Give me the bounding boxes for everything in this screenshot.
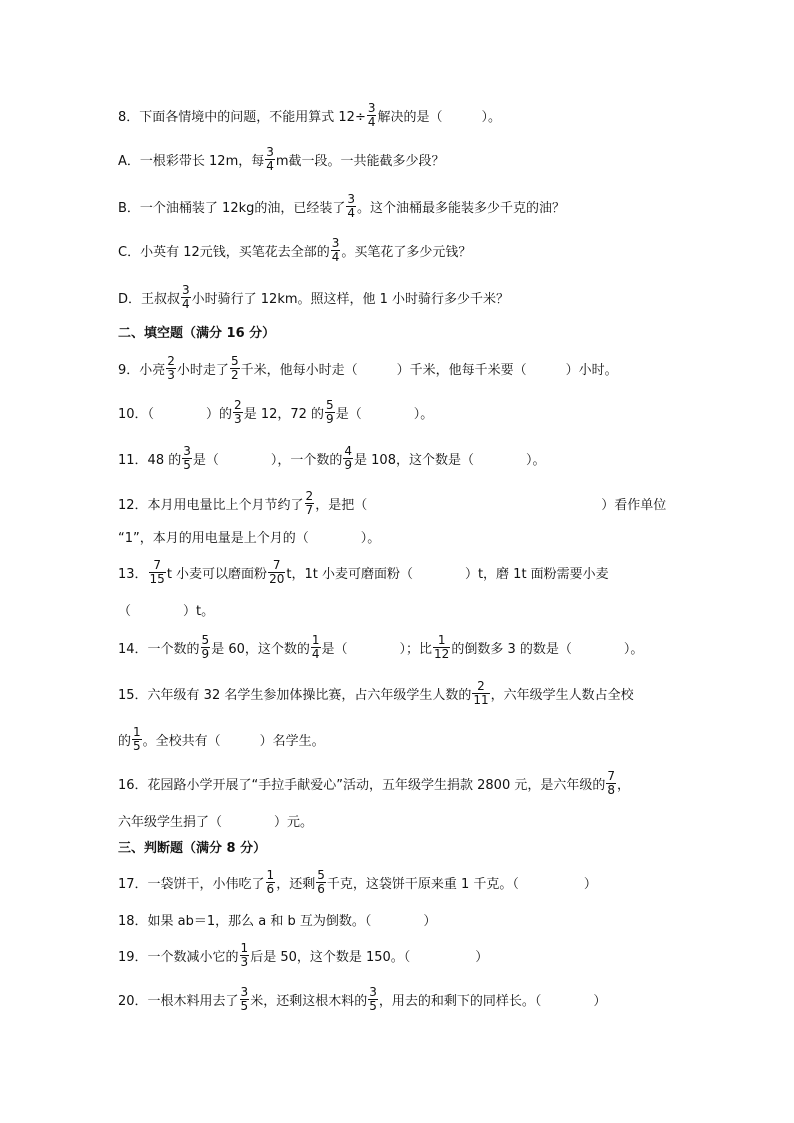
fraction: 1 4	[311, 632, 320, 661]
q11-text: 是 108，这个数是（ ）。	[354, 452, 546, 468]
q8-option-b	[118, 189, 565, 223]
fraction: 7 15	[149, 557, 165, 586]
question-9	[118, 351, 618, 385]
fraction: 7 20	[269, 557, 285, 586]
fraction: 1 5	[133, 724, 141, 753]
q11-text: 是（ ），一个数的	[192, 452, 343, 468]
q9-text: 千米，他每小时走（ ）千米，他每千米要（ ）小时。	[240, 362, 618, 378]
fraction: 3 4	[347, 191, 356, 220]
fraction: 1 6	[266, 867, 275, 896]
q16-line-2: 六年级学生捐了（ ）元。	[118, 814, 314, 830]
question-8	[118, 98, 501, 132]
fraction: 5 2	[230, 353, 239, 382]
q14-text: 14．一个数的	[118, 641, 200, 657]
q15-text: 15．六年级有 32 名学生参加体操比赛，占六年级学生人数的	[118, 687, 472, 703]
question-17	[118, 865, 597, 899]
fraction: 3 4	[182, 282, 190, 311]
q20-text: 20．一根木料用去了	[118, 993, 239, 1009]
q12-line-2: “1”，本月的用电量是上个月的（ ）。	[118, 530, 381, 546]
question-10	[118, 395, 433, 429]
option-text: m截一段。一共能截多少段？	[275, 153, 445, 169]
fraction: 1 12	[434, 632, 450, 661]
question-11	[118, 441, 545, 475]
fraction: 5 9	[201, 632, 210, 661]
q19-text: 后是 50，这个数是 150。（ ）	[250, 949, 489, 965]
question-18: 18．如果 ab＝1，那么 a 和 b 互为倒数。（ ）	[118, 913, 437, 929]
section-heading-true-false: 三、判断题（满分 8 分）	[118, 840, 267, 856]
q10-text: 是（ ）。	[335, 406, 434, 422]
q15-line-2	[118, 722, 325, 756]
fraction: 2 11	[473, 678, 489, 707]
fraction: 2 3	[167, 353, 175, 382]
q8-option-a	[118, 142, 445, 176]
q16-text: ，	[617, 777, 631, 793]
fraction: 3 4	[266, 144, 274, 173]
q14-text: 是（ ）；比	[321, 641, 433, 657]
fraction: 2 3	[234, 397, 242, 426]
question-20	[118, 982, 606, 1016]
fraction: 3 5	[240, 984, 249, 1013]
option-text: 。买笔花了多少元钱？	[341, 244, 472, 260]
q15-text: 的	[118, 733, 132, 749]
q15-text: 。全校共有（ ）名学生。	[142, 733, 325, 749]
q14-text: 是 60，这个数的	[211, 641, 310, 657]
option-text: 小时骑行了 12km。照这样，他 1 小时骑行多少千米？	[191, 291, 510, 307]
section-heading-fill-blank: 二、填空题（满分 16 分）	[118, 325, 276, 341]
option-text: 。这个油桶最多能装多少千克的油？	[357, 200, 566, 216]
q8-option-c	[118, 233, 471, 267]
q17-text: 千克，这袋饼干原来重 1 千克。（ ）	[326, 876, 597, 892]
q20-text: 米，还剩这根木料的	[250, 993, 368, 1009]
q8-text-2: 解决的是（ ）。	[377, 109, 501, 125]
q13-line-2: （ ）t。	[118, 603, 215, 619]
fraction: 5 9	[326, 397, 334, 426]
q20-text: ，用去的和剩下的同样长。（ ）	[378, 993, 607, 1009]
q11-text: 11．48 的	[118, 452, 182, 468]
q12-text: 12．本月用电量比上个月节约了	[118, 497, 304, 513]
fraction: 5 6	[317, 867, 325, 896]
option-text: D．王叔叔	[118, 291, 181, 307]
q15-text: ，六年级学生人数占全校	[490, 687, 634, 703]
option-text: B．一个油桶装了 12kg的油，已经装了	[118, 200, 346, 216]
option-text: C．小英有 12元钱，买笔花去全部的	[118, 244, 330, 260]
question-16	[118, 766, 630, 800]
q13-text: 13．	[118, 566, 148, 582]
q9-text: 小时走了	[176, 362, 229, 378]
q8-option-d	[118, 280, 509, 314]
fraction: 2 7	[305, 488, 314, 517]
option-text: A．一根彩带长 12m，每	[118, 153, 265, 169]
q13-text: t 小麦可以磨面粉	[166, 566, 268, 582]
q10-text: 是 12，72 的	[243, 406, 325, 422]
fraction: 3 4	[331, 235, 340, 264]
fraction: 3 5	[183, 443, 191, 472]
question-19	[118, 938, 488, 972]
question-12	[118, 486, 666, 520]
question-13	[118, 555, 609, 589]
fraction: 7 8	[607, 768, 616, 797]
q17-text: 17．一袋饼干，小伟吃了	[118, 876, 265, 892]
q12-text: ，是把（ ）看作单位	[315, 497, 667, 513]
q16-text: 16．花园路小学开展了“手拉手献爱心”活动，五年级学生捐款 2800 元，是六年级的	[118, 777, 606, 793]
fraction: 4 9	[344, 443, 353, 472]
q9-text: 9．小亮	[118, 362, 166, 378]
question-14	[118, 630, 643, 664]
q13-text: t，1t 小麦可磨面粉（ ）t，磨 1t 面粉需要小麦	[286, 566, 609, 582]
q17-text: ，还剩	[276, 876, 316, 892]
fraction: 3 5	[369, 984, 377, 1013]
q10-text: 10．（ ）的	[118, 406, 233, 422]
question-15	[118, 676, 634, 710]
q8-text-1: 8．下面各情境中的问题，不能用算式 12÷	[118, 109, 366, 125]
fraction: $\frac{3}{4}$	[367, 100, 376, 129]
q19-text: 19．一个数减小它的	[118, 949, 239, 965]
fraction: 1 3	[240, 940, 249, 969]
q14-text: 的倒数多 3 的数是（ ）。	[451, 641, 644, 657]
